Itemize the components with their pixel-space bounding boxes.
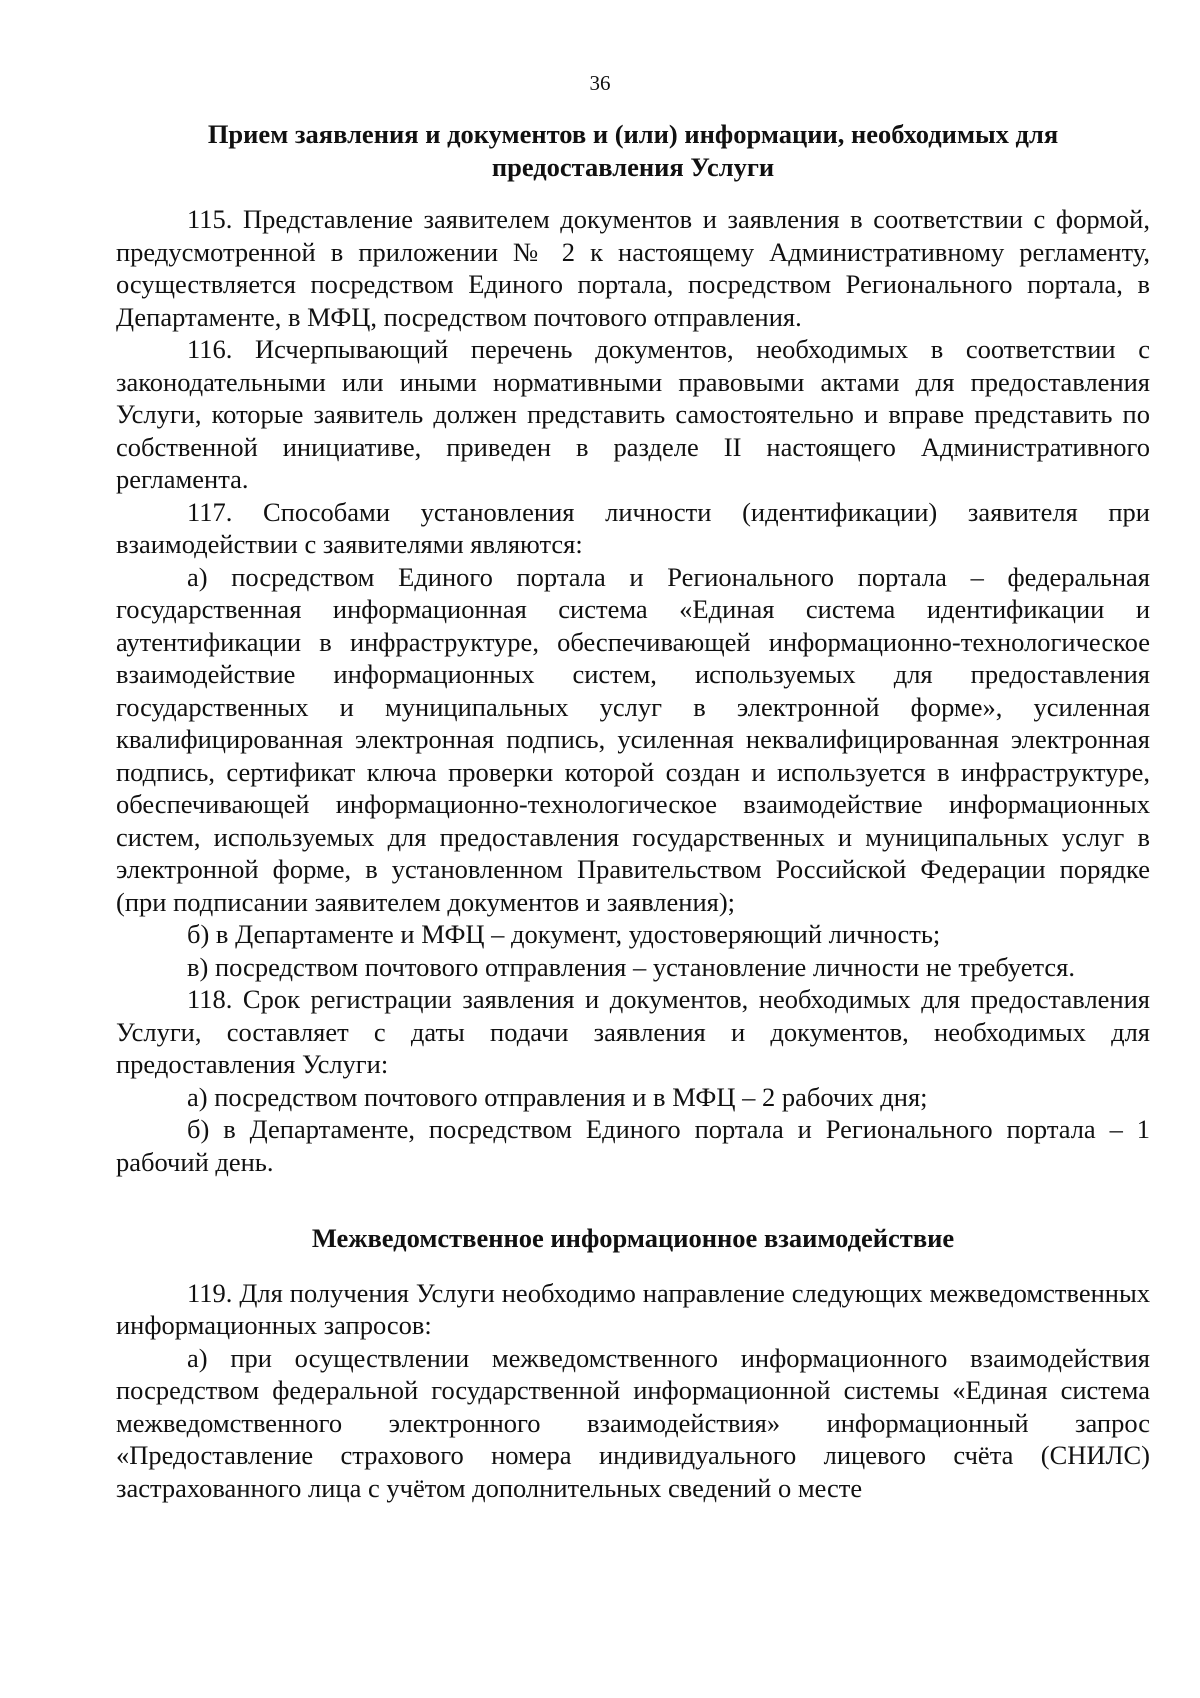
section-heading-interagency: Межведомственное информационное взаимодействие [311,1223,955,1253]
paragraph-117: 117. Способами установления личности (идентификации) заявителя при взаимодействии с заявителями являются: [116,496,1150,559]
document-body [116,118,1150,1504]
page-number: 36 [589,71,611,95]
paragraph-116: 116. Исчерпывающий перечень документов, необходимых в соответствии с законодательными или иными нормативными правовыми актами для предоставления Услуги, которые заявитель должен представить самостоятельно и вправе представить по собственной инициативе, приведен в разделе II настоящего Административного регламента. [116,334,1150,494]
paragraph-117-v: в) посредством почтового отправления – установление личности не требуется. [187,951,1075,982]
paragraph-118-a: а) посредством почтового отправления и в МФЦ – 2 рабочих дня; [187,1081,928,1112]
paragraph-117-b: б) в Департаменте и МФЦ – документ, удостоверяющий личность; [187,919,941,949]
paragraph-119: 119. Для получения Услуги необходимо направление следующих межведомственных информационных запросов: [116,1277,1150,1340]
paragraph-117-a: а) посредством Единого портала и Регионального портала – федеральная государственная информационная система «Единая система идентификации и аутентификации в инфраструктуре, обеспечивающей информационно-технологическое взаимодействие информационных систем, используемых для предоставления государственных и муниципальных услуг в электронной форме», усиленная квалифицированная электронная подпись, усиленная неквалифицированная электронная подпись, сертификат ключа проверки которой создан и используется в инфраструктуре, обеспечивающей информационно-технологическое взаимодействие информационных систем, используемых для предоставления государственных и муниципальных услуг в электронной форме, в установленном Правительством Российской Федерации порядке (при подписании заявителем документов и заявления); [116,561,1150,917]
paragraph-118-b: б) в Департаменте, посредством Единого портала и Регионального портала – 1 рабочий день. [116,1114,1150,1177]
paragraph-115: 115. Представление заявителем документов и заявления в соответствии с формой, предусмотренной в приложении № 2 к настоящему Административному регламенту, осуществляется посредством Единого портала, посредством Регионального портала, в Департаменте, в МФЦ, посредством почтового отправления. [116,204,1150,332]
paragraph-118: 118. Срок регистрации заявления и документов, необходимых для предоставления Услуги, составляет с даты подачи заявления и документов, необходимых для предоставления Услуги: [116,984,1150,1079]
section-heading-reception: Прием заявления и документов и (или) информации, необходимых для предоставления Услуги [207,119,1059,182]
paragraph-119-a: а) при осуществлении межведомственного информационного взаимодействия посредством федеральной государственной информационной системы «Единая система межведомственного электронного взаимодействия» информационный запрос «Предоставление страхового номера индивидуального лицевого счёта (СНИЛС) застрахованного лица с учётом дополнительных сведений о месте [116,1342,1150,1503]
